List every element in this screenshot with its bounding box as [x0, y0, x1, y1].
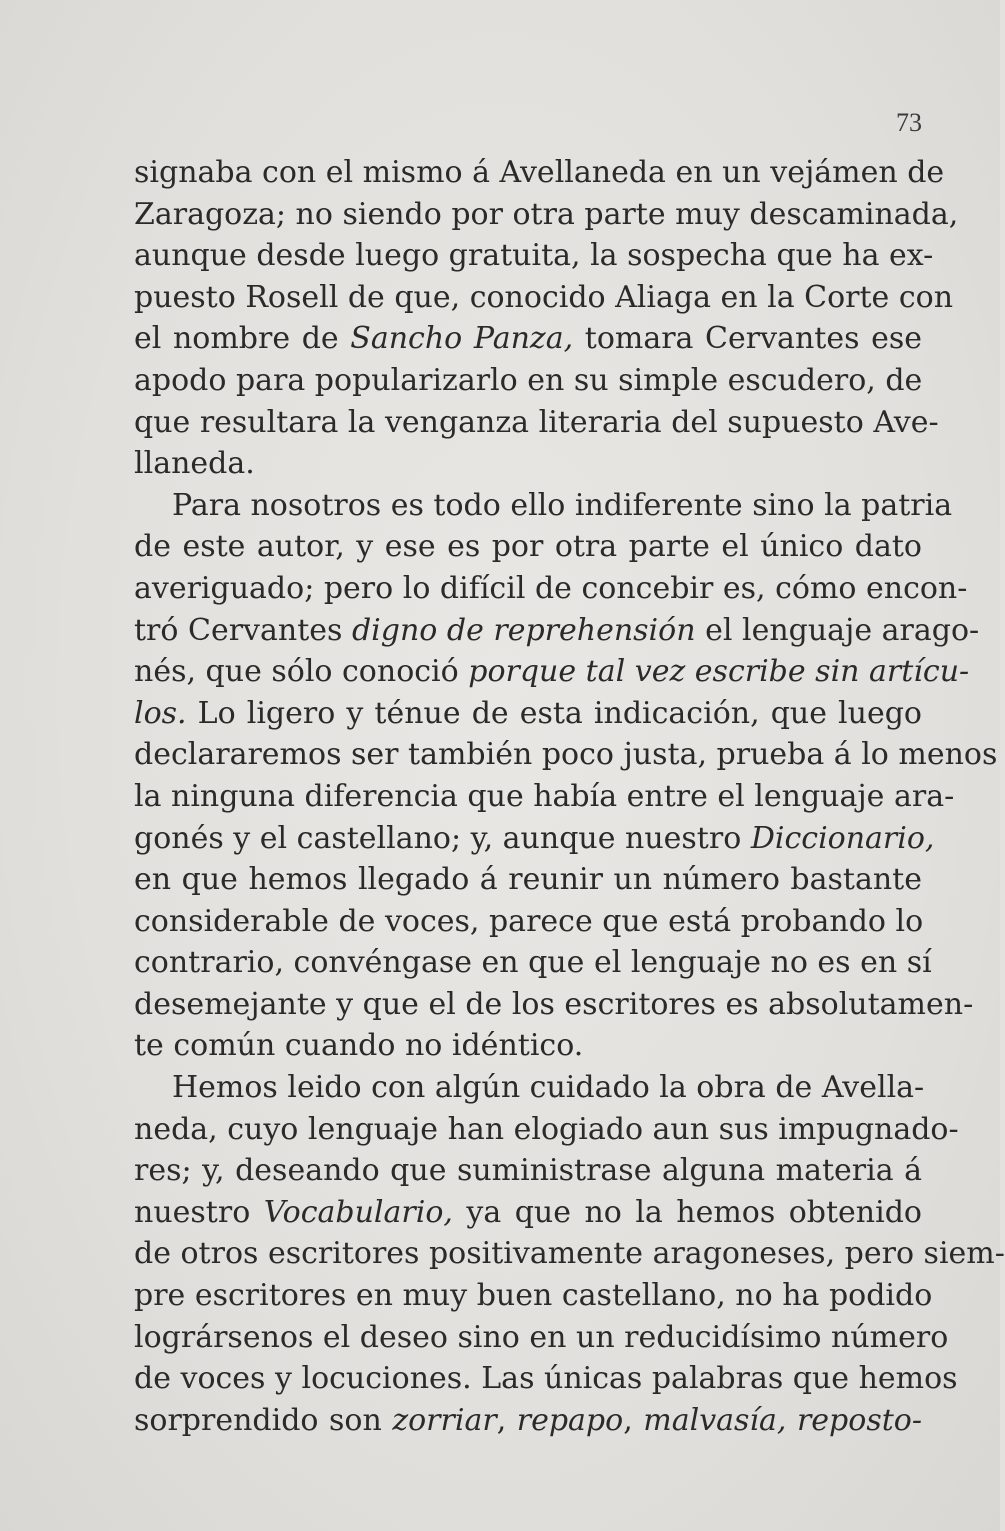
text-segment: en que hemos llegado á reunir un número bastante	[134, 862, 922, 898]
text-segment: neda, cuyo lenguaje han elogiado aun sus impugnado-	[134, 1111, 959, 1147]
text-line	[134, 235, 934, 277]
text-line	[134, 1025, 922, 1067]
text-segment: pre escritores en muy buen castellano, no ha podido	[134, 1278, 933, 1314]
text-segment: el lenguaje arago-	[695, 612, 980, 648]
text-line	[134, 1400, 922, 1442]
italic-text: repapo	[516, 1402, 624, 1438]
text-line	[134, 1358, 958, 1400]
text-line	[134, 901, 922, 943]
italic-text: zorriar	[392, 1402, 497, 1438]
text-segment: Zaragoza; no siendo por otra parte muy descaminada,	[134, 196, 959, 232]
text-segment: Hemos leido con algún cuidado la obra de Avella-	[172, 1070, 925, 1106]
text-line	[134, 277, 954, 319]
text-segment: apodo para popularizarlo en su simple escudero, de	[134, 362, 923, 398]
text-segment: aunque desde luego gratuita, la sospecha que ha ex-	[134, 238, 934, 274]
text-line	[134, 1275, 933, 1317]
text-segment: signaba con el mismo á Avellaneda en un vejámen de	[134, 155, 945, 190]
body-text	[134, 152, 1005, 1441]
text-segment: ,	[623, 1402, 644, 1438]
text-segment: desemejante y que el de los escritores es absolutamen-	[134, 986, 974, 1022]
text-segment: que resultara la venganza literaria del supuesto Ave-	[134, 404, 939, 440]
text-segment: nuestro	[134, 1194, 264, 1230]
text-segment: el nombre de	[134, 321, 351, 357]
text-segment: considerable de voces, parece que está probando lo	[134, 903, 924, 939]
text-line	[134, 360, 922, 402]
text-line	[134, 318, 922, 360]
text-line	[134, 152, 945, 194]
italic-text: porque tal vez escribe sin artícu-	[468, 654, 970, 690]
text-line	[134, 818, 935, 860]
text-line	[134, 526, 922, 568]
text-line	[134, 443, 922, 485]
italic-text: Vocabulario,	[263, 1194, 453, 1230]
text-line	[134, 693, 922, 735]
text-segment: ya que no la hemos obtenido	[452, 1194, 922, 1230]
text-line	[134, 1192, 922, 1234]
text-segment: tomara Cervantes ese	[573, 321, 922, 357]
text-line	[134, 734, 998, 776]
text-segment: sorprendido son	[134, 1402, 393, 1438]
text-line	[134, 194, 959, 236]
text-line	[134, 859, 922, 901]
text-segment: averiguado; pero lo difícil de concebir es, cómo encon-	[134, 570, 968, 606]
italic-text: Sancho Panza,	[350, 321, 574, 357]
italic-text: malvasía, reposto-	[643, 1402, 922, 1438]
text-line	[134, 776, 955, 818]
text-line	[134, 651, 970, 693]
text-line	[134, 568, 968, 610]
text-segment: declararemos ser también poco justa, prueba á lo menos	[134, 737, 998, 773]
text-line	[134, 485, 953, 527]
italic-text: Diccionario,	[750, 820, 935, 856]
text-line	[134, 1233, 1005, 1275]
text-line	[134, 1317, 949, 1359]
text-segment: ,	[496, 1402, 517, 1438]
page-number: 73	[896, 108, 922, 137]
text-segment: res; y, deseando que suministrase alguna materia á	[134, 1153, 922, 1189]
text-segment: gonés y el castellano; y, aunque nuestro	[134, 820, 751, 856]
text-segment: te común cuando no idéntico.	[134, 1028, 584, 1064]
text-segment: de voces y locuciones. Las únicas palabras que hemos	[134, 1361, 958, 1397]
text-segment: Para nosotros es todo ello indiferente sino la patria	[172, 487, 953, 523]
text-segment: nés, que sólo conoció	[134, 654, 469, 690]
text-segment: llaneda.	[134, 446, 255, 482]
text-line	[134, 942, 932, 984]
text-line	[134, 1150, 922, 1192]
text-segment: tró Cervantes	[134, 612, 352, 648]
text-line	[134, 1109, 959, 1151]
text-line	[134, 1067, 925, 1109]
italic-text: los.	[134, 695, 187, 731]
text-segment: Lo ligero y ténue de esta indicación, que luego	[186, 695, 922, 731]
text-segment: la ninguna diferencia que había entre el lenguaje ara-	[134, 778, 955, 814]
text-segment: contrario, convéngase en que el lenguaje no es en sí	[134, 945, 932, 981]
text-line	[134, 610, 980, 652]
text-line	[134, 984, 974, 1026]
text-segment: puesto Rosell de que, conocido Aliaga en la Corte con	[134, 279, 954, 315]
text-segment: de otros escritores positivamente aragoneses, pero siem-	[134, 1236, 1005, 1272]
italic-text: digno de reprehensión	[351, 612, 696, 648]
text-line	[134, 402, 939, 444]
text-segment: logrársenos el deseo sino en un reducidísimo número	[134, 1319, 949, 1355]
text-segment: de este autor, y ese es por otra parte el único dato	[134, 529, 922, 565]
